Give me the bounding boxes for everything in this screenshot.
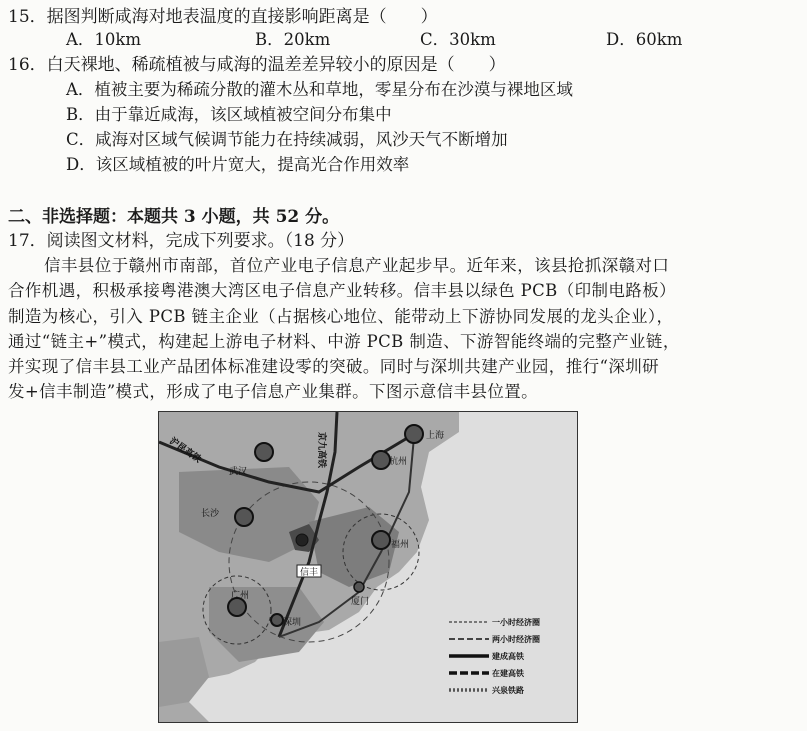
land-mass bbox=[459, 412, 577, 442]
q16-option-b: B．由于靠近咸海，该区域植被空间分布集中 bbox=[66, 105, 392, 124]
legend-item: 建成高铁 bbox=[492, 652, 524, 661]
q15-option-d: D．60km bbox=[606, 30, 683, 49]
map-city-label: 武汉 bbox=[229, 467, 248, 477]
q16-option-d: D．该区域植被的叶片宽大，提高光合作用效率 bbox=[66, 155, 410, 174]
map-city-label: 信丰 bbox=[300, 568, 319, 578]
q16-stem: 16．白天裸地、稀疏植被与咸海的温差差异较小的原因是（ ） bbox=[8, 55, 506, 75]
location-map bbox=[158, 411, 578, 723]
province-shade bbox=[159, 637, 209, 707]
q17-paragraph-line: 通过“链主+”模式，构建起上游电子材料、中游 PCB 制造、下游智能终端的完整产业链， bbox=[8, 332, 680, 351]
q15-option-c: C．30km bbox=[420, 30, 496, 49]
q17-paragraph-line: 合作机遇，积极承接粤港澳大湾区电子信息产业转移。信丰县以绿色 PCB（印制电路板） bbox=[8, 281, 676, 300]
q15-option-b: B．20km bbox=[255, 30, 331, 49]
q17-paragraph-line: 发+信丰制造”模式，形成了电子信息产业集群。下图示意信丰县位置。 bbox=[8, 382, 539, 401]
q17-paragraph-line: 并实现了信丰县工业产品团体标准建设零的突破。同时与深圳共建产业园，推行“深圳研 bbox=[8, 357, 660, 376]
map-city-label: 深圳 bbox=[283, 618, 302, 628]
map-city-label: 杭州 bbox=[389, 457, 408, 467]
map-city-label: 广州 bbox=[231, 591, 250, 601]
q17-paragraph-line: 信丰县位于赣州市南部，首位产业电子信息产业起步早。近年来，该县抢抓深赣对口 bbox=[44, 256, 670, 275]
q16-option-c: C．咸海对区域气候调节能力在持续减弱，风沙天气不断增加 bbox=[66, 130, 508, 149]
q15-stem: 15．据图判断咸海对地表温度的直接影响距离是（ ） bbox=[8, 7, 438, 27]
map-legend bbox=[449, 617, 540, 695]
legend-item: 兴泉铁路 bbox=[492, 686, 524, 695]
map-city-label: 上海 bbox=[426, 431, 445, 441]
map-city-label: 福州 bbox=[391, 540, 410, 550]
section-heading: 二、非选择题：本题共 3 小题，共 52 分。 bbox=[8, 207, 340, 227]
map-city-label: 长沙 bbox=[201, 509, 220, 519]
railway-label: 京九高铁 bbox=[316, 432, 326, 469]
q17-paragraph-line: 制造为核心，引入 PCB 链主企业（占据核心地位、能带动上下游协同发展的龙头企业）， bbox=[8, 307, 674, 326]
railway-label: 沪昆高铁 bbox=[167, 436, 203, 466]
legend-item: 在建高铁 bbox=[492, 669, 524, 678]
q16-option-a: A．植被主要为稀疏分散的灌木丛和草地，零星分布在沙漠与裸地区域 bbox=[66, 80, 573, 99]
map-svg bbox=[159, 412, 577, 722]
legend-item: 两小时经济圈 bbox=[492, 635, 540, 644]
q15-option-a: A．10km bbox=[66, 30, 142, 49]
map-city-label: 厦门 bbox=[351, 597, 370, 607]
q17-stem: 17．阅读图文材料，完成下列要求。（18 分） bbox=[8, 231, 355, 251]
legend-item: 一小时经济圈 bbox=[492, 618, 540, 627]
